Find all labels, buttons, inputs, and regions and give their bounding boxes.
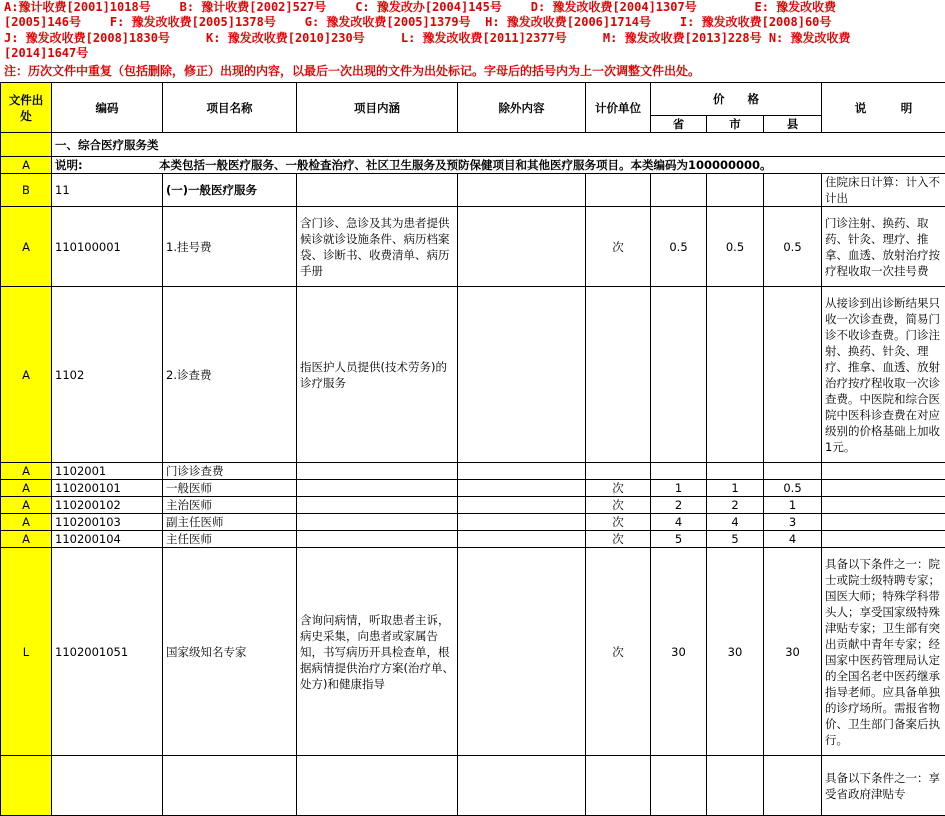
row-code: 110200102	[52, 497, 163, 514]
description-source: A	[1, 157, 52, 174]
row-unit	[586, 174, 651, 207]
row-code: 1102	[52, 287, 163, 463]
header-code: 编码	[52, 83, 163, 133]
row-exclude	[458, 756, 586, 816]
table-row	[1, 756, 945, 816]
row-exclude	[458, 287, 586, 463]
row-price-city: 0.5	[707, 207, 764, 287]
row-exclude	[458, 463, 586, 480]
row-note	[822, 463, 945, 480]
table-row	[1, 480, 945, 497]
row-price-province: 2	[651, 497, 707, 514]
row-exclude	[458, 480, 586, 497]
row-code	[52, 756, 163, 816]
row-code: 110200103	[52, 514, 163, 531]
row-unit: 次	[586, 548, 651, 756]
row-price-province: 1	[651, 480, 707, 497]
row-content	[297, 497, 458, 514]
row-exclude	[458, 174, 586, 207]
row-price-province	[651, 463, 707, 480]
row-source: A	[1, 531, 52, 548]
row-code: 11	[52, 174, 163, 207]
row-price-province	[651, 756, 707, 816]
row-note: 门诊注射、换药、取药、针灸、理疗、推拿、血透、放射治疗按疗程收取一次挂号费	[822, 207, 945, 287]
row-price-city: 2	[707, 497, 764, 514]
row-name: 1.挂号费	[163, 207, 297, 287]
row-price-city: 5	[707, 531, 764, 548]
row-price-county	[764, 463, 822, 480]
row-price-county: 0.5	[764, 480, 822, 497]
row-price-province: 5	[651, 531, 707, 548]
row-content	[297, 480, 458, 497]
row-source: A	[1, 480, 52, 497]
row-price-county: 3	[764, 514, 822, 531]
header-province: 省	[651, 116, 707, 133]
row-name: 门诊诊查费	[163, 463, 297, 480]
row-unit: 次	[586, 207, 651, 287]
row-content	[297, 514, 458, 531]
row-note: 从接诊到出诊断结果只收一次诊查费，简易门诊不收诊查费。门诊注射、换药、针灸、理疗、推拿、血透、放射治疗按疗程收取一次诊查费。中医院和综合医院中医科诊查费在对应级别的价格基础上加收1元。	[822, 287, 945, 463]
row-note	[822, 514, 945, 531]
row-source: L	[1, 548, 52, 756]
row-source: A	[1, 463, 52, 480]
header-city: 市	[707, 116, 764, 133]
row-unit: 次	[586, 514, 651, 531]
table-row	[1, 497, 945, 514]
row-price-county	[764, 174, 822, 207]
row-content	[297, 531, 458, 548]
row-code: 1102001051	[52, 548, 163, 756]
row-unit: 次	[586, 531, 651, 548]
header-unit: 计价单位	[586, 83, 651, 133]
row-price-province	[651, 287, 707, 463]
row-note	[822, 497, 945, 514]
table-row	[1, 463, 945, 480]
row-price-county	[764, 287, 822, 463]
row-name: 一般医师	[163, 480, 297, 497]
row-exclude	[458, 207, 586, 287]
row-unit	[586, 756, 651, 816]
row-price-city	[707, 287, 764, 463]
row-note	[822, 531, 945, 548]
row-code: 110200104	[52, 531, 163, 548]
row-code: 1102001	[52, 463, 163, 480]
header-price: 价 格	[651, 83, 822, 116]
row-price-province: 30	[651, 548, 707, 756]
description-row	[52, 157, 945, 174]
row-content: 指医护人员提供(技术劳务)的诊疗服务	[297, 287, 458, 463]
row-price-county	[764, 756, 822, 816]
row-exclude	[458, 497, 586, 514]
row-content: 含询问病情，听取患者主诉，病史采集，向患者或家属告知，书写病历开具检查单，根据病情提供治疗方案(治疗单、处方)和健康指导	[297, 548, 458, 756]
source-documents-legend: A:豫计收费[2001]1018号 B: 豫计收费[2002]527号 C: 豫发改办[2004]145号 D: 豫发改收费[2004]1307号 E: 豫发改收费 [2005]146号 F: 豫发改收费[2005]1378号 G: 豫发改收费[2005]1379号 H: 豫发改收费[2006]1714号 I: 豫发改收费[2008]60号 J: 豫发改收费[2008]1830号 K: 豫发改收费[2010]230号 L: 豫发改收费[2011]2377号 M: 豫发改收费[2013]228号 N: 豫发改收费 [2014]1647号	[4, 0, 942, 61]
header-content: 项目内涵	[297, 83, 458, 133]
row-source: A	[1, 287, 52, 463]
row-price-city	[707, 756, 764, 816]
row-content	[297, 174, 458, 207]
row-exclude	[458, 531, 586, 548]
table-row	[1, 207, 945, 287]
row-name: 主任医师	[163, 531, 297, 548]
row-price-city	[707, 174, 764, 207]
row-price-city: 30	[707, 548, 764, 756]
row-note: 具备以下条件之一：院士或院士级特聘专家；国医大师；特殊学科带头人；享受国家级特殊津贴专家；卫生部有突出贡献中青年专家；经国家中医药管理局认定的全国名老中医药继承指导老师。应具备单独的诊疗场所。需报省物价、卫生部门备案后执行。	[822, 548, 945, 756]
row-price-county: 4	[764, 531, 822, 548]
section-source-cell	[1, 133, 52, 157]
row-unit	[586, 287, 651, 463]
row-note	[822, 480, 945, 497]
row-code: 110100001	[52, 207, 163, 287]
row-name: (一)一般医疗服务	[163, 174, 297, 207]
row-price-province: 0.5	[651, 207, 707, 287]
row-content	[297, 463, 458, 480]
row-price-city: 1	[707, 480, 764, 497]
header-county: 县	[764, 116, 822, 133]
row-price-county: 0.5	[764, 207, 822, 287]
table-row	[1, 548, 945, 756]
row-source	[1, 756, 52, 816]
row-name: 2.诊查费	[163, 287, 297, 463]
row-unit: 次	[586, 497, 651, 514]
row-unit: 次	[586, 480, 651, 497]
header-source: 文件出处	[1, 83, 52, 133]
row-content: 含门诊、急诊及其为患者提供候诊就诊设施条件、病历档案袋、诊断书、收费清单、病历手册	[297, 207, 458, 287]
row-source: B	[1, 174, 52, 207]
row-name: 国家级知名专家	[163, 548, 297, 756]
table-row	[1, 174, 945, 207]
row-price-city	[707, 463, 764, 480]
row-source: A	[1, 497, 52, 514]
table-row	[1, 531, 945, 548]
source-note: 注：历次文件中重复（包括删除，修正）出现的内容，以最后一次出现的文件为出处标记。字母后的括号内为上一次调整文件出处。	[4, 63, 700, 79]
row-unit	[586, 463, 651, 480]
row-exclude	[458, 548, 586, 756]
row-code: 110200101	[52, 480, 163, 497]
description-text: 本类包括一般医疗服务、一般检查治疗、社区卫生服务及预防保健项目和其他医疗服务项目。本类编码为100000000。	[159, 158, 772, 172]
table-row	[1, 514, 945, 531]
row-price-province	[651, 174, 707, 207]
header-name: 项目名称	[163, 83, 297, 133]
row-source: A	[1, 514, 52, 531]
table-row	[1, 287, 945, 463]
row-price-city: 4	[707, 514, 764, 531]
description-label: 说明:	[55, 157, 159, 173]
row-name: 副主任医师	[163, 514, 297, 531]
row-name	[163, 756, 297, 816]
header-exclude: 除外内容	[458, 83, 586, 133]
row-price-county: 1	[764, 497, 822, 514]
row-note: 住院床日计算：计入不计出	[822, 174, 945, 207]
row-price-province: 4	[651, 514, 707, 531]
row-content	[297, 756, 458, 816]
section-title: 一、综合医疗服务类	[52, 133, 945, 157]
header-note: 说 明	[822, 83, 945, 133]
row-price-county: 30	[764, 548, 822, 756]
row-note: 具备以下条件之一：享受省政府津贴专	[822, 756, 945, 816]
row-source: A	[1, 207, 52, 287]
row-exclude	[458, 514, 586, 531]
row-name: 主治医师	[163, 497, 297, 514]
price-table	[0, 82, 945, 816]
